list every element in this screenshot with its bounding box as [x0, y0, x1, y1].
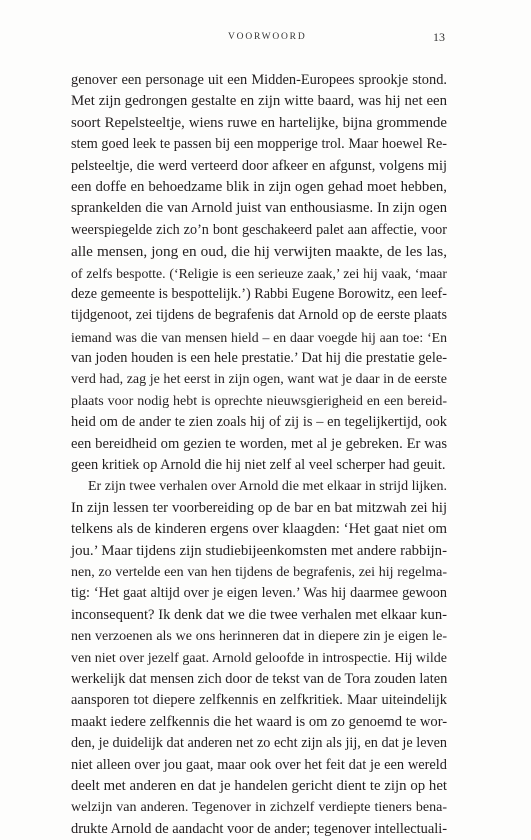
text-line: deelt met anderen en dat je handelen gericht dient te zijn op het	[71, 777, 447, 794]
text-line: nen verzoenen als we ons herinneren dat in diepere zin je eigen le-	[71, 629, 447, 645]
text-line: deze gemeente is bespottelijk.’) Rabbi Eugene Borowitz, een leef-	[71, 285, 447, 302]
text-line: ven niet over jezelf gaat. Arnold geloofde in introspectie. Hij wilde	[71, 650, 447, 666]
text-line: inconsequent? Ik denk dat we die twee verhalen met elkaar kun-	[71, 606, 447, 623]
text-line: iemand was die van mensen hield – en daar voegde hij aan toe: ‘En	[71, 329, 447, 345]
text-line: tig: ‘Het gaat altijd over je eigen leven.’ Was hij daarmee gewoon	[71, 585, 447, 602]
text-line: niet alleen over jou gaat, maar ook over het feit dat je een wereld	[71, 756, 447, 773]
text-line: of zelfs bespotte. (‘Religie is een serieuze zaak,’ zei hij vaak, ‘maar	[71, 265, 447, 281]
text-line: tijdgenoot, zei tijdens de begrafenis dat Arnold op de eerste plaats	[71, 307, 447, 324]
text-line: den, je duidelijk dat anderen net zo echt zijn als jij, en dat je leven	[71, 735, 447, 752]
text-line: pelsteeltje, die werd verteerd door afkeer en afgunst, volgens mij	[71, 157, 447, 174]
text-line: een bereidheid om gezien te worden, met al je gebreken. Er was	[71, 435, 447, 452]
text-line: plaats voor nodig hebt is oprechte nieuwsgierigheid en een bereid-	[71, 393, 447, 409]
text-line: telkens als de kinderen ergens over klaagden: ‘Het gaat niet om	[71, 521, 447, 538]
text-line: Er zijn twee verhalen over Arnold die met elkaar in strijd lijken.	[88, 479, 447, 495]
text-line: welzijn van anderen. Tegenover in zichzelf verdiepte tieners bena-	[71, 800, 447, 816]
text-line: weerspiegelde zich zo’n bont geschakeerd palet aan affectie, voor	[71, 221, 447, 238]
running-head: VOORWOORD	[228, 32, 307, 42]
text-line: alle mensen, jong en oud, die hij verwijten maakte, de les las,	[71, 243, 447, 261]
text-line: maakt iedere zelfkennis die het waard is om zo genoemd te wor-	[71, 713, 448, 730]
text-line: een doffe en behoedzame blik in zijn ogen gehad moet hebben,	[71, 178, 447, 195]
text-line: heid om de ander te zien zoals hij of zij is – en tegelijkertijd, ook	[71, 414, 447, 431]
text-line: jou.’ Maar tijdens zijn studiebijeenkomsten met andere rabbijn-	[71, 542, 447, 559]
text-line: stem goed leek te passen bij een mopperige trol. Maar hoewel Re-	[71, 136, 447, 153]
text-line: werkelijk dat mensen zich door de tekst van de Tora zouden laten	[71, 670, 448, 687]
text-line: nen, zo vertelde een van hen tijdens de begrafenis, zei hij regelma-	[71, 564, 447, 580]
text-line: drukte Arnold de aandacht voor de ander; tegenover intellectuali-	[71, 820, 447, 837]
page-number: 13	[433, 30, 445, 44]
text-line: van joden houden is een hele prestatie.’ Dat hij die prestatie gele-	[71, 350, 447, 367]
text-line: verd had, zag je het eerst in zijn ogen, want wat je daar in de eerste	[71, 372, 447, 388]
text-line: geen kritiek op Arnold die hij niet zelf al veel scherper had geuit.	[71, 457, 446, 474]
text-line: In zijn lessen ter voorbereiding op de bar en bat mitzwah zei hij	[71, 499, 447, 516]
text-line: soort Repelsteeltje, wiens ruwe en hartelijke, bijna grommende	[71, 114, 447, 131]
text-line: Met zijn gedrongen gestalte en zijn witte baard, was hij net een	[71, 93, 447, 110]
body-text	[71, 70, 447, 840]
text-line: sprankelden die van Arnold juist van enthousiasme. In zijn ogen	[71, 200, 447, 217]
text-line: aansporen tot diepere zelfkennis en zelfkritiek. Maar uiteindelijk	[71, 692, 447, 709]
text-line: genover een personage uit een Midden-Europees sprookje stond.	[71, 72, 447, 88]
